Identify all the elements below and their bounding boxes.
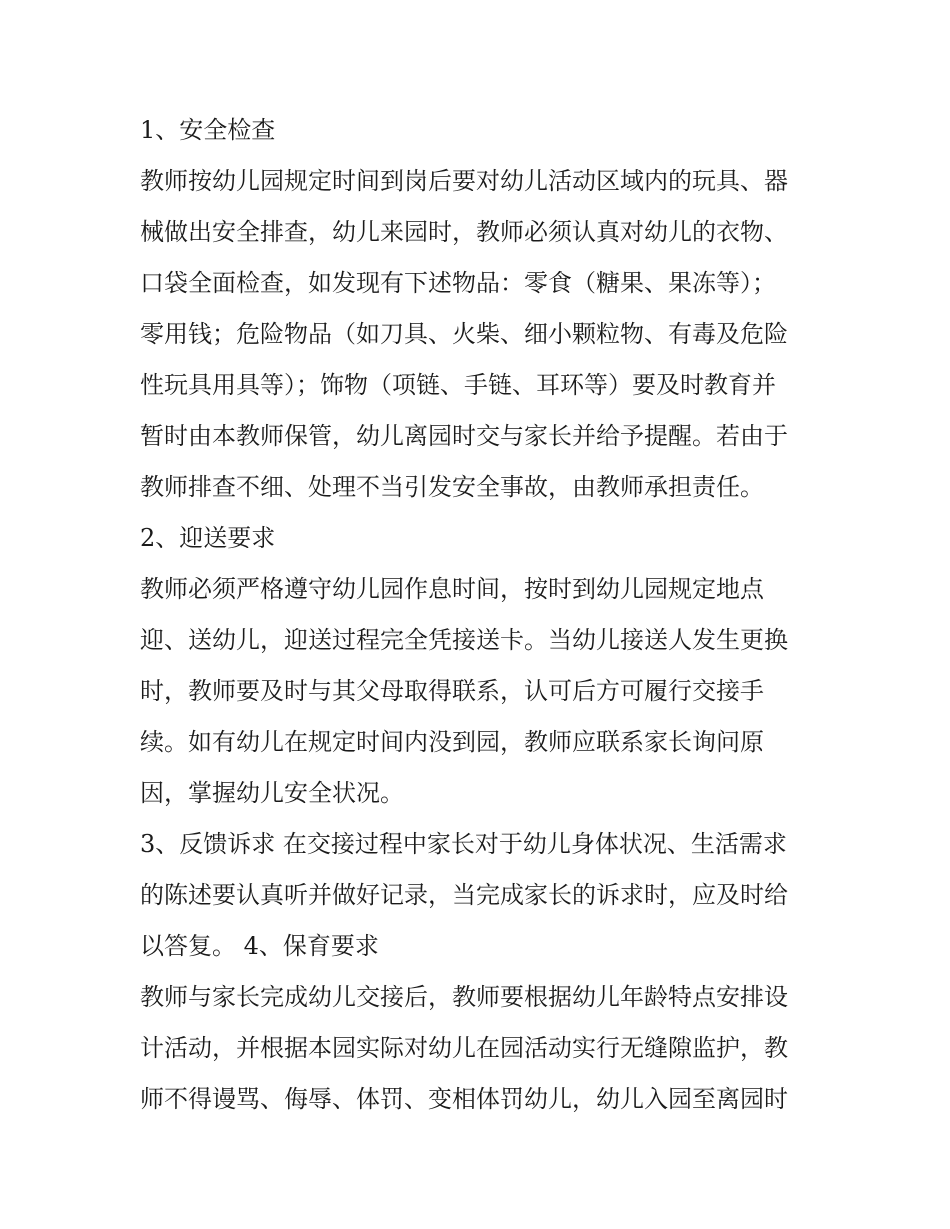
text-line: 续。如有幼儿在规定时间内没到园，教师应联系家长询问原 bbox=[140, 728, 764, 756]
text-line: 计活动，并根据本园实际对幼儿在园活动实行无缝隙监护，教 bbox=[140, 1034, 788, 1062]
text-line: 以答复。 4、保育要求 bbox=[140, 932, 379, 960]
text-line: 教师排查不细、处理不当引发安全事故，由教师承担责任。 bbox=[140, 473, 764, 501]
text-line: 口袋全面检查，如发现有下述物品：零食（糖果、果冻等）； bbox=[140, 269, 776, 297]
text-line: 暂时由本教师保管，幼儿离园时交与家长并给予提醒。若由于 bbox=[140, 422, 788, 450]
text-line: 教师必须严格遵守幼儿园作息时间，按时到幼儿园规定地点 bbox=[140, 575, 764, 603]
text-line: 时，教师要及时与其父母取得联系，认可后方可履行交接手 bbox=[140, 677, 764, 705]
document-body bbox=[140, 105, 820, 1125]
text-line: 的陈述要认真听并做好记录，当完成家长的诉求时，应及时给 bbox=[140, 881, 788, 909]
text-line: 因，掌握幼儿安全状况。 bbox=[140, 779, 404, 807]
text-line: 零用钱；危险物品（如刀具、火柴、细小颗粒物、有毒及危险 bbox=[140, 320, 788, 348]
section-heading-safety-check: 1、安全检查 bbox=[140, 116, 276, 144]
section-heading-pickup-dropoff: 2、迎送要求 bbox=[140, 524, 276, 552]
text-line: 教师与家长完成幼儿交接后，教师要根据幼儿年龄特点安排设 bbox=[140, 983, 788, 1011]
text-line: 教师按幼儿园规定时间到岗后要对幼儿活动区域内的玩具、器 bbox=[140, 167, 788, 195]
text-line: 迎、送幼儿，迎送过程完全凭接送卡。当幼儿接送人发生更换 bbox=[140, 626, 788, 654]
text-line: 械做出安全排查，幼儿来园时，教师必须认真对幼儿的衣物、 bbox=[140, 218, 788, 246]
text-line: 性玩具用具等）；饰物（项链、手链、耳环等）要及时教育并 bbox=[140, 371, 776, 399]
text-line: 师不得谩骂、侮辱、体罚、变相体罚幼儿，幼儿入园至离园时 bbox=[140, 1085, 788, 1113]
section-heading-feedback: 3、反馈诉求 在交接过程中家长对于幼儿身体状况、生活需求 bbox=[140, 830, 787, 858]
